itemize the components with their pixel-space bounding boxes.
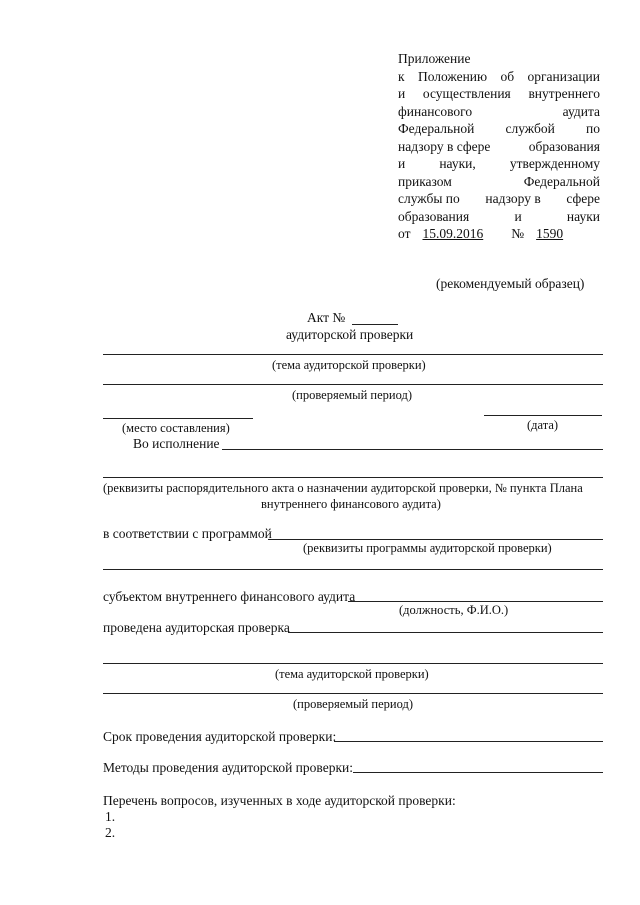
appendix-word: науки <box>566 208 600 224</box>
appendix-word: и <box>398 86 406 101</box>
appendix-block <box>398 50 600 243</box>
appendix-word: сфере <box>566 191 600 206</box>
appendix-word: об <box>500 68 515 84</box>
conducted-label: проведена аудиторская проверка <box>103 620 290 635</box>
methods-line[interactable] <box>353 772 603 773</box>
date-line[interactable] <box>484 415 602 416</box>
appendix-word: надзору в сфере <box>398 138 491 154</box>
place-caption: (место составления) <box>122 421 230 435</box>
appendix-word: и <box>514 208 522 224</box>
appendix-word: осуществления <box>422 86 511 101</box>
appendix-line <box>398 155 600 173</box>
theme-line[interactable] <box>103 354 603 355</box>
order-number-sign: № <box>511 226 525 241</box>
execution-label: Во исполнение <box>133 436 220 451</box>
appendix-word: утвержденному <box>509 156 600 171</box>
appendix-word: и <box>398 156 406 171</box>
theme2-caption: (тема аудиторской проверки) <box>275 667 429 681</box>
appendix-word: Приложение <box>398 51 471 66</box>
appendix-word: организации <box>527 68 600 84</box>
theme2-line[interactable] <box>103 663 603 664</box>
subject-line[interactable] <box>348 601 603 602</box>
questions-label: Перечень вопросов, изученных в ходе аудиторской проверки: <box>103 793 456 808</box>
appendix-line <box>398 85 600 103</box>
order-from-label: от <box>398 226 411 241</box>
requisites-caption-1: (реквизиты распорядительного акта о назначении аудиторской проверки, № пункта Плана <box>103 481 583 495</box>
theme-caption: (тема аудиторской проверки) <box>272 358 426 372</box>
program-line-2[interactable] <box>103 569 603 570</box>
execution-line[interactable] <box>222 449 603 450</box>
appendix-word: Федеральной <box>523 173 600 189</box>
question-item-2: 2. <box>105 825 116 840</box>
appendix-word: внутреннего <box>528 86 600 101</box>
appendix-word: надзору в <box>485 191 541 206</box>
appendix-line <box>398 190 600 208</box>
period-caption: (проверяемый период) <box>292 388 412 402</box>
appendix-word: службы по <box>398 191 460 206</box>
requisites-line[interactable] <box>103 477 603 478</box>
program-caption: (реквизиты программы аудиторской проверки) <box>303 541 552 555</box>
order-date: 15.09.2016 <box>422 226 484 241</box>
appendix-word: образования <box>528 138 600 154</box>
appendix-word: к <box>398 68 405 84</box>
methods-label: Методы проведения аудиторской проверки: <box>103 760 353 775</box>
act-subtitle: аудиторской проверки <box>286 327 414 342</box>
order-number: 1590 <box>536 226 564 241</box>
act-number-line[interactable] <box>352 324 398 325</box>
requisites-caption-2: внутреннего финансового аудита) <box>261 497 441 511</box>
appendix-word: аудита <box>562 103 600 119</box>
term-label: Срок проведения аудиторской проверки: <box>103 729 337 744</box>
subject-label: субъектом внутреннего финансового аудита <box>103 589 356 604</box>
appendix-word: приказом <box>398 173 452 189</box>
act-title: Акт № <box>307 310 346 325</box>
period2-caption: (проверяемый период) <box>293 697 413 711</box>
position-caption: (должность, Ф.И.О.) <box>399 603 509 617</box>
appendix-line <box>398 50 600 68</box>
appendix-order-line <box>398 225 600 243</box>
appendix-word: образования <box>398 208 470 224</box>
period2-line[interactable] <box>103 693 603 694</box>
appendix-line <box>398 138 600 156</box>
recommended-sample-note: (рекомендуемый образец) <box>436 276 585 291</box>
according-label: в соответствии с программой <box>103 526 272 541</box>
appendix-word: науки, <box>439 156 476 171</box>
appendix-word: Федеральной <box>398 121 475 136</box>
appendix-line <box>398 173 600 191</box>
appendix-word: службой <box>505 121 555 136</box>
appendix-word: по <box>586 121 600 136</box>
appendix-line <box>398 103 600 121</box>
term-line[interactable] <box>334 741 603 742</box>
appendix-line <box>398 68 600 86</box>
appendix-line <box>398 120 600 138</box>
appendix-word: Положению <box>417 68 488 84</box>
appendix-word: финансового <box>398 103 473 119</box>
date-caption: (дата) <box>527 418 559 432</box>
place-line[interactable] <box>103 418 253 419</box>
program-line[interactable] <box>268 539 603 540</box>
appendix-line <box>398 208 600 226</box>
conducted-line[interactable] <box>288 632 603 633</box>
question-item-1: 1. <box>105 809 116 824</box>
period-line[interactable] <box>103 384 603 385</box>
